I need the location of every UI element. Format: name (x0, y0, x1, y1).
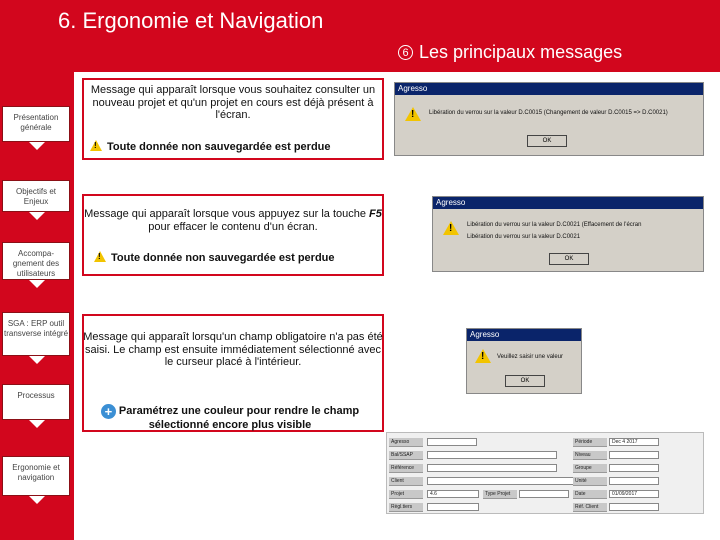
dialog-title: Agresso (433, 197, 703, 209)
agresso-dialog-3 (466, 328, 582, 394)
field-input-type-projet[interactable] (519, 490, 569, 498)
dialog-ok-button[interactable]: OK (527, 135, 567, 147)
sidebar-item-label: Présentation générale (13, 113, 59, 132)
sidebar-item-label: Accompa-gnement des utilisateurs (12, 249, 60, 278)
sidebar-item-objectifs[interactable] (2, 180, 70, 212)
message-3-tip (80, 404, 380, 432)
field-label: Type Projet (483, 490, 517, 499)
project-form (386, 432, 704, 514)
warning-icon (94, 251, 106, 262)
field-input-projet[interactable]: 4.6 (427, 490, 479, 498)
field-input-reference[interactable] (427, 464, 557, 472)
sidebar-item-label: Objectifs et Enjeux (15, 187, 56, 206)
message-2-description (83, 208, 383, 233)
field-input-groupe[interactable] (609, 464, 659, 472)
message-2-suffix: pour effacer le contenu d'un écran. (148, 220, 318, 233)
dialog-text-2: Libération du verrou sur la valeur D.C0021 (467, 234, 581, 240)
dialog-text: Libération du verrou sur la valeur D.C0015 (Changement de valeur D.C0015 => D.C0021) (429, 110, 668, 116)
field-input-reglement[interactable] (427, 503, 479, 511)
message-1-description: Message qui apparaît lorsque vous souhaitez consulter un nouveau projet et qu'un projet en cours est déjà présent à l'écran. (90, 84, 376, 121)
field-label: Règl.tiers (389, 503, 423, 512)
message-3-tip-text: Paramétrez une couleur pour rendre le champ sélectionné encore plus visible (118, 405, 360, 431)
dialog-text-1: Libération du verrou sur la valeur D.C0021 (Effacement de l'écran (467, 222, 642, 228)
sidebar-item-presentation[interactable] (2, 106, 70, 142)
f5-key-label: F5 (369, 208, 382, 220)
field-label: Bal/SSAP (389, 451, 423, 460)
sidebar-item-label: Ergonomie et navigation (12, 463, 60, 482)
dialog-ok-button[interactable]: OK (505, 375, 545, 387)
message-1-note (90, 140, 331, 153)
section-title-text: Les principaux messages (419, 42, 623, 62)
field-label: Groupe (573, 464, 607, 473)
message-3-description: Message qui apparaît lorsqu'un champ obligatoire n'a pas été saisi. Le champ est ensuite immédiatement sélectionné avec le curseur placé à l'intérieur. (83, 331, 383, 368)
field-label: Date (573, 490, 607, 499)
field-input-date[interactable]: 01/09/2017 (609, 490, 659, 498)
page-title: 6. Ergonomie et Navigation (58, 8, 324, 33)
field-label: Client (389, 477, 423, 486)
sidebar-item-label: SGA : ERP outil transverse intégré (3, 319, 69, 338)
section-title (398, 42, 622, 63)
field-input-agresso[interactable] (427, 438, 477, 446)
field-label: Référence (389, 464, 423, 473)
sidebar-item-accompagnement[interactable] (2, 242, 70, 280)
field-label: Réf. Client (573, 503, 607, 512)
dialog-title: Agresso (395, 83, 703, 95)
dialog-text: Veuillez saisir une valeur (497, 354, 564, 360)
section-number-icon: 6 (398, 45, 413, 60)
warning-icon (90, 140, 102, 151)
field-input-niveau[interactable] (609, 451, 659, 459)
warning-icon (405, 107, 421, 121)
warning-icon (475, 349, 491, 363)
dialog-title: Agresso (467, 329, 581, 341)
field-input-bal[interactable] (427, 451, 557, 459)
message-1-note-text: Toute donnée non sauvegardée est perdue (107, 141, 331, 153)
sidebar-item-processus[interactable] (2, 384, 70, 420)
sidebar-nav (0, 72, 74, 540)
field-label: Période (573, 438, 607, 447)
field-label: Projet (389, 490, 423, 499)
message-2-note-text: Toute donnée non sauvegardée est perdue (111, 252, 335, 264)
dialog-ok-button[interactable]: OK (549, 253, 589, 265)
field-input-ref-client[interactable] (609, 503, 659, 511)
sidebar-item-sga[interactable] (2, 312, 70, 356)
field-input-periode[interactable]: Dec 4 2017 (609, 438, 659, 446)
sidebar-item-ergonomie[interactable] (2, 456, 70, 496)
warning-icon (443, 221, 459, 235)
sidebar-item-label: Processus (17, 391, 55, 400)
field-input-unite[interactable] (609, 477, 659, 485)
agresso-dialog-1 (394, 82, 704, 156)
field-label: Agresso (389, 438, 423, 447)
message-2-prefix: Message qui apparaît lorsque vous appuyez sur la touche (84, 208, 370, 220)
field-label: Niveau (573, 451, 607, 460)
message-2-note (94, 251, 335, 264)
field-label: Unité (573, 477, 607, 486)
agresso-dialog-2 (432, 196, 704, 272)
plus-icon: + (101, 404, 116, 419)
